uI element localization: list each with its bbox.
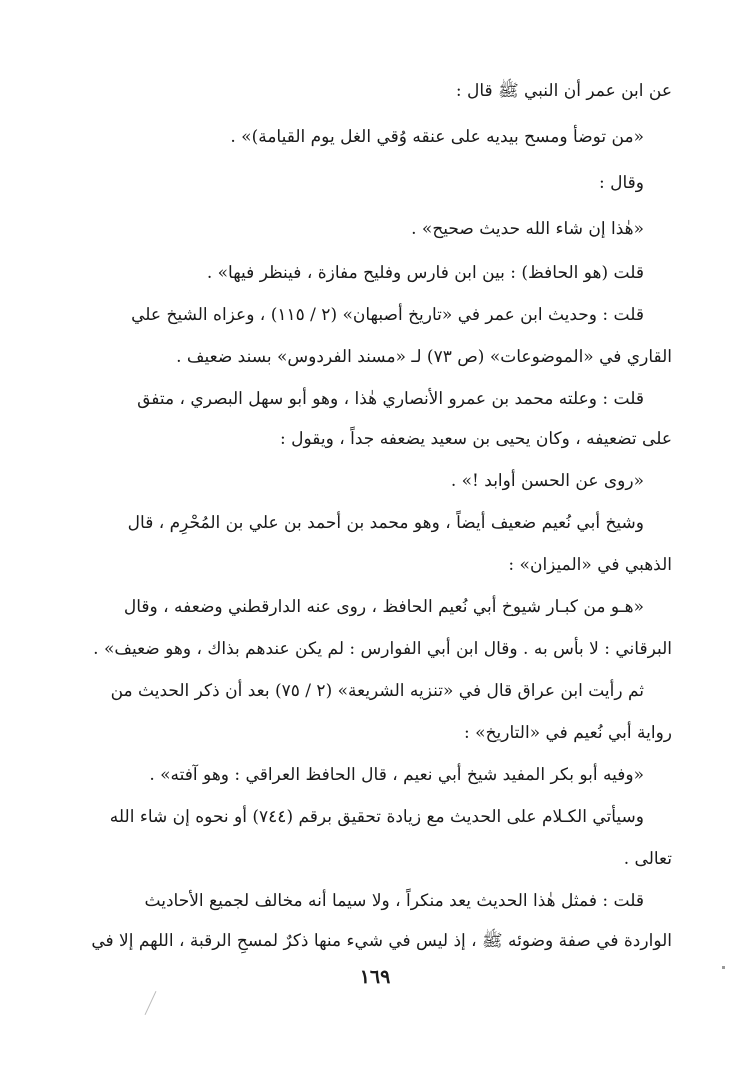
text-line: البرقاني : لا بأس به . وقال ابن أبي الفوارس : لم يكن عندهم بذاك ، وهو ضعيف» . xyxy=(93,639,672,659)
scan-mark xyxy=(145,991,157,1015)
text-line: قلت : وعلته محمد بن عمرو الأنصاري هٰذا ، وهو أبو سهل البصري ، متفق xyxy=(137,389,644,409)
text-line: وشيخ أبي نُعيم ضعيف أيضاً ، وهو محمد بن أحمد بن علي بن المُحْرِم ، قال xyxy=(127,513,644,533)
text-line: «هـو من كبـار شيوخ أبي نُعيم الحافظ ، روى عنه الدارقطني وضعفه ، وقال xyxy=(123,597,644,617)
text-line: «روى عن الحسن أوابد !» . xyxy=(450,471,644,491)
text-line: القاري في «الموضوعات» (ص ٧٣) لـ «مسند الفردوس» بسند ضعيف . xyxy=(176,347,672,367)
text-line: قلت (هو الحافظ) : بين ابن فارس وفليح مفازة ، فينظر فيها» . xyxy=(206,263,644,283)
scan-speck xyxy=(722,966,725,969)
text-line: «وفيه أبو بكر المفيد شيخ أبي نعيم ، قال الحافظ العراقي : وهو آفته» . xyxy=(149,765,644,785)
text-line: قلت : وحديث ابن عمر في «تاريخ أصبهان» (٢ / ١١٥) ، وعزاه الشيخ علي xyxy=(131,305,644,325)
text-line: الذهبي في «الميزان» : xyxy=(508,555,672,575)
text-line: «هٰذا إن شاء الله حديث صحيح» . xyxy=(411,219,644,239)
text-line: وسيأتي الكـلام على الحديث مع زيادة تحقيق برقم (٧٤٤) أو نحوه إن شاء الله xyxy=(109,807,644,827)
page-number: ١٦٩ xyxy=(359,966,391,988)
text-line: تعالى . xyxy=(623,849,672,869)
text-line: قلت : فمثل هٰذا الحديث يعد منكراً ، ولا سيما أنه مخالف لجميع الأحاديث xyxy=(144,891,644,911)
text-line: رواية أبي نُعيم في «التاريخ» : xyxy=(464,723,672,743)
text-line: عن ابن عمر أن النبي ﷺ قال : xyxy=(455,81,672,101)
text-line: ثم رأيت ابن عراق قال في «تنزيه الشريعة» (٢ / ٧٥) بعد أن ذكر الحديث من xyxy=(110,681,644,701)
text-line: على تضعيفه ، وكان يحيى بن سعيد يضعفه جداً ، ويقول : xyxy=(280,429,672,449)
text-line: الواردة في صفة وضوئه ﷺ ، إذ ليس في شيء منها ذكرٌ لمسحِ الرقبة ، اللهم إلا في xyxy=(91,931,672,951)
text-line: وقال : xyxy=(599,173,644,193)
text-line: «من توضأ ومسح بيديه على عنقه وُقي الغل يوم القيامة)» . xyxy=(230,127,644,147)
